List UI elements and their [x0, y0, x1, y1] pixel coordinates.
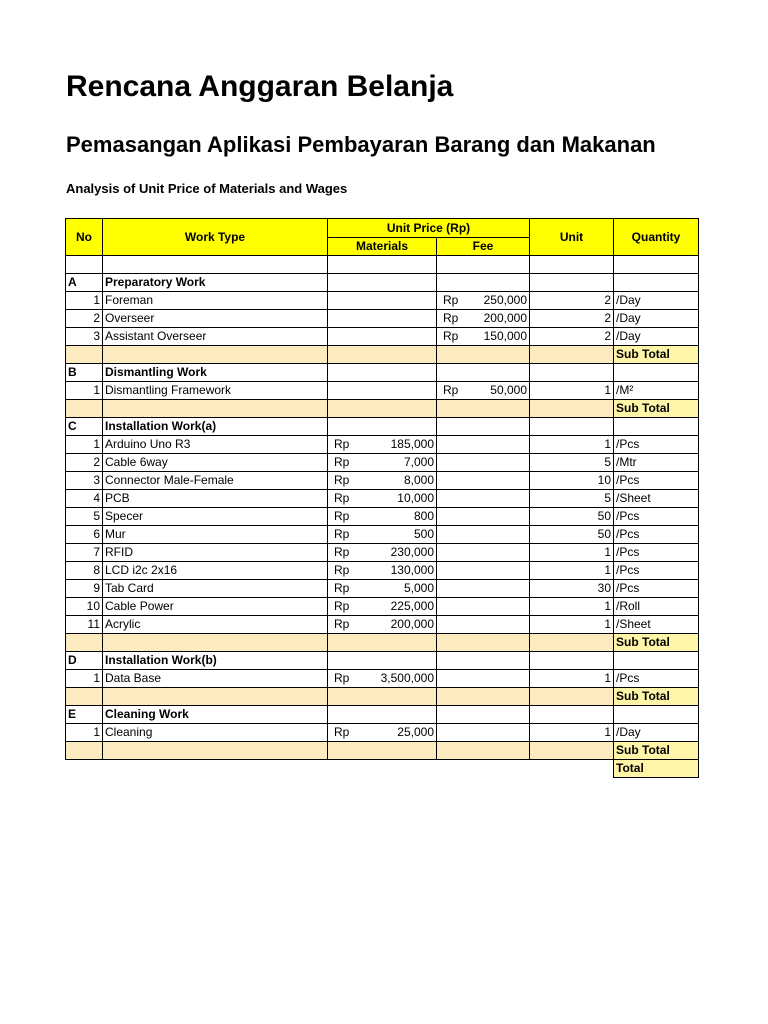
empty-cell	[328, 634, 437, 652]
subtotal-label: Sub Total	[614, 688, 699, 706]
amount-value: 230,000	[390, 545, 434, 559]
item-name: Cable Power	[103, 598, 328, 616]
table-caption: Analysis of Unit Price of Materials and Wages	[66, 181, 348, 196]
empty-cell	[103, 400, 328, 418]
currency-label: Rp	[334, 581, 350, 595]
fee-price	[437, 310, 530, 328]
fee-price	[437, 436, 530, 454]
table-row	[66, 472, 699, 490]
empty-cell	[328, 346, 437, 364]
section-name: Preparatory Work	[103, 274, 328, 292]
subtotal-row	[66, 634, 699, 652]
item-quantity: /Pcs	[614, 670, 699, 688]
item-number: 2	[66, 454, 103, 472]
item-unit: 2	[530, 292, 614, 310]
empty-cell	[328, 400, 437, 418]
item-name: Foreman	[103, 292, 328, 310]
empty-cell	[437, 652, 530, 670]
empty-cell	[530, 634, 614, 652]
table-row	[66, 526, 699, 544]
empty-cell	[66, 742, 103, 760]
currency-label: Rp	[334, 437, 350, 451]
table-row	[66, 544, 699, 562]
item-number: 9	[66, 580, 103, 598]
table-row	[66, 292, 699, 310]
table-row	[66, 616, 699, 634]
spacer-row	[66, 256, 699, 274]
currency-label: Rp	[443, 293, 459, 307]
budget-table	[65, 218, 699, 778]
currency-label: Rp	[334, 563, 350, 577]
item-name: Connector Male-Female	[103, 472, 328, 490]
empty-cell	[66, 760, 103, 778]
materials-price	[328, 454, 437, 472]
empty-cell	[530, 652, 614, 670]
empty-cell	[328, 742, 437, 760]
section-row	[66, 418, 699, 436]
materials-price	[328, 328, 437, 346]
empty-cell	[530, 706, 614, 724]
item-quantity: /Pcs	[614, 580, 699, 598]
materials-price	[328, 616, 437, 634]
amount-value: 200,000	[390, 617, 434, 631]
item-number: 8	[66, 562, 103, 580]
currency-label: Rp	[334, 491, 350, 505]
section-name: Installation Work(b)	[103, 652, 328, 670]
item-quantity: /Day	[614, 328, 699, 346]
empty-cell	[437, 418, 530, 436]
header-unit-price: Unit Price (Rp)	[328, 219, 530, 238]
amount-value: 150,000	[483, 329, 527, 343]
item-unit: 1	[530, 382, 614, 400]
item-unit: 1	[530, 436, 614, 454]
empty-cell	[530, 256, 614, 274]
item-unit: 5	[530, 490, 614, 508]
item-quantity: /Day	[614, 310, 699, 328]
fee-price	[437, 508, 530, 526]
header-fee: Fee	[437, 238, 530, 256]
item-name: Specer	[103, 508, 328, 526]
materials-price	[328, 310, 437, 328]
item-name: Cable 6way	[103, 454, 328, 472]
empty-cell	[437, 346, 530, 364]
section-name: Cleaning Work	[103, 706, 328, 724]
fee-price	[437, 454, 530, 472]
empty-cell	[66, 688, 103, 706]
empty-cell	[437, 634, 530, 652]
table-row	[66, 454, 699, 472]
table-row	[66, 562, 699, 580]
item-name: Data Base	[103, 670, 328, 688]
item-name: Cleaning	[103, 724, 328, 742]
item-unit: 1	[530, 724, 614, 742]
empty-cell	[437, 364, 530, 382]
section-row	[66, 364, 699, 382]
fee-price	[437, 382, 530, 400]
table-row	[66, 724, 699, 742]
materials-price	[328, 292, 437, 310]
materials-price	[328, 472, 437, 490]
empty-cell	[66, 400, 103, 418]
item-unit: 30	[530, 580, 614, 598]
amount-value: 250,000	[483, 293, 527, 307]
item-unit: 2	[530, 310, 614, 328]
currency-label: Rp	[334, 545, 350, 559]
empty-cell	[437, 742, 530, 760]
empty-cell	[437, 760, 530, 778]
item-number: 5	[66, 508, 103, 526]
table-row	[66, 598, 699, 616]
subtotal-row	[66, 400, 699, 418]
section-row	[66, 652, 699, 670]
item-quantity: /Pcs	[614, 508, 699, 526]
empty-cell	[614, 706, 699, 724]
empty-cell	[328, 688, 437, 706]
materials-price	[328, 724, 437, 742]
amount-value: 3,500,000	[380, 671, 434, 685]
section-code: A	[66, 274, 103, 292]
item-number: 1	[66, 436, 103, 454]
currency-label: Rp	[334, 527, 350, 541]
fee-price	[437, 490, 530, 508]
item-number: 7	[66, 544, 103, 562]
amount-value: 25,000	[397, 725, 434, 739]
item-name: Dismantling Framework	[103, 382, 328, 400]
header-materials: Materials	[328, 238, 437, 256]
empty-cell	[530, 274, 614, 292]
section-name: Dismantling Work	[103, 364, 328, 382]
currency-label: Rp	[334, 725, 350, 739]
empty-cell	[530, 364, 614, 382]
empty-cell	[103, 688, 328, 706]
empty-cell	[614, 256, 699, 274]
item-unit: 1	[530, 562, 614, 580]
item-quantity: /Pcs	[614, 526, 699, 544]
item-quantity: /Pcs	[614, 544, 699, 562]
empty-cell	[103, 256, 328, 274]
empty-cell	[614, 418, 699, 436]
item-unit: 1	[530, 670, 614, 688]
empty-cell	[530, 400, 614, 418]
table-row	[66, 436, 699, 454]
page-title: Rencana Anggaran Belanja	[66, 70, 454, 103]
table-row	[66, 580, 699, 598]
fee-price	[437, 328, 530, 346]
empty-cell	[437, 274, 530, 292]
materials-price	[328, 382, 437, 400]
materials-price	[328, 670, 437, 688]
materials-price	[328, 544, 437, 562]
item-unit: 1	[530, 544, 614, 562]
empty-cell	[530, 688, 614, 706]
table-row	[66, 508, 699, 526]
table-row	[66, 328, 699, 346]
fee-price	[437, 670, 530, 688]
empty-cell	[530, 418, 614, 436]
item-quantity: /Roll	[614, 598, 699, 616]
item-unit: 5	[530, 454, 614, 472]
empty-cell	[103, 742, 328, 760]
empty-cell	[614, 652, 699, 670]
item-unit: 2	[530, 328, 614, 346]
amount-value: 5,000	[403, 581, 434, 595]
item-number: 10	[66, 598, 103, 616]
materials-price	[328, 436, 437, 454]
item-quantity: /Sheet	[614, 490, 699, 508]
amount-value: 200,000	[483, 311, 527, 325]
empty-cell	[328, 760, 437, 778]
amount-value: 50,000	[490, 383, 527, 397]
item-quantity: /M²	[614, 382, 699, 400]
item-number: 3	[66, 472, 103, 490]
currency-label: Rp	[443, 383, 459, 397]
page-subtitle: Pemasangan Aplikasi Pembayaran Barang dan Makanan	[66, 132, 656, 157]
item-quantity: /Pcs	[614, 472, 699, 490]
item-number: 6	[66, 526, 103, 544]
item-number: 1	[66, 670, 103, 688]
currency-label: Rp	[334, 671, 350, 685]
section-row	[66, 706, 699, 724]
empty-cell	[530, 742, 614, 760]
empty-cell	[66, 634, 103, 652]
item-name: Assistant Overseer	[103, 328, 328, 346]
item-name: Acrylic	[103, 616, 328, 634]
fee-price	[437, 562, 530, 580]
amount-value: 800	[413, 509, 434, 523]
table-row	[66, 670, 699, 688]
empty-cell	[530, 346, 614, 364]
item-name: LCD i2c 2x16	[103, 562, 328, 580]
fee-price	[437, 544, 530, 562]
currency-label: Rp	[443, 311, 459, 325]
subtotal-label: Sub Total	[614, 742, 699, 760]
table-row	[66, 382, 699, 400]
subtotal-row	[66, 742, 699, 760]
empty-cell	[103, 346, 328, 364]
empty-cell	[103, 634, 328, 652]
subtotal-label: Sub Total	[614, 634, 699, 652]
item-unit: 50	[530, 508, 614, 526]
subtotal-row	[66, 346, 699, 364]
empty-cell	[328, 256, 437, 274]
amount-value: 500	[413, 527, 434, 541]
currency-label: Rp	[334, 509, 350, 523]
table-body	[66, 256, 699, 778]
amount-value: 130,000	[390, 563, 434, 577]
table-row	[66, 490, 699, 508]
item-quantity: /Day	[614, 292, 699, 310]
fee-price	[437, 472, 530, 490]
fee-price	[437, 580, 530, 598]
section-code: E	[66, 706, 103, 724]
item-number: 1	[66, 382, 103, 400]
table-header	[66, 219, 699, 256]
item-unit: 50	[530, 526, 614, 544]
table-row	[66, 310, 699, 328]
item-quantity: /Mtr	[614, 454, 699, 472]
fee-price	[437, 724, 530, 742]
header-unit: Unit	[530, 219, 614, 256]
empty-cell	[328, 418, 437, 436]
empty-cell	[103, 760, 328, 778]
item-unit: 10	[530, 472, 614, 490]
empty-cell	[437, 706, 530, 724]
materials-price	[328, 490, 437, 508]
item-quantity: /Pcs	[614, 436, 699, 454]
item-number: 4	[66, 490, 103, 508]
empty-cell	[328, 364, 437, 382]
materials-price	[328, 526, 437, 544]
empty-cell	[328, 706, 437, 724]
item-quantity: /Day	[614, 724, 699, 742]
header-no: No	[66, 219, 103, 256]
subtotal-row	[66, 688, 699, 706]
section-row	[66, 274, 699, 292]
fee-price	[437, 616, 530, 634]
empty-cell	[437, 400, 530, 418]
empty-cell	[614, 274, 699, 292]
amount-value: 225,000	[390, 599, 434, 613]
amount-value: 10,000	[397, 491, 434, 505]
item-quantity: /Pcs	[614, 562, 699, 580]
item-number: 3	[66, 328, 103, 346]
item-name: Overseer	[103, 310, 328, 328]
fee-price	[437, 292, 530, 310]
item-name: RFID	[103, 544, 328, 562]
item-number: 11	[66, 616, 103, 634]
currency-label: Rp	[334, 455, 350, 469]
currency-label: Rp	[443, 329, 459, 343]
materials-price	[328, 562, 437, 580]
subtotal-label: Sub Total	[614, 400, 699, 418]
empty-cell	[66, 256, 103, 274]
currency-label: Rp	[334, 473, 350, 487]
fee-price	[437, 526, 530, 544]
amount-value: 185,000	[390, 437, 434, 451]
empty-cell	[437, 256, 530, 274]
item-quantity: /Sheet	[614, 616, 699, 634]
amount-value: 7,000	[403, 455, 434, 469]
empty-cell	[614, 364, 699, 382]
section-code: B	[66, 364, 103, 382]
empty-cell	[437, 688, 530, 706]
fee-price	[437, 598, 530, 616]
section-code: C	[66, 418, 103, 436]
currency-label: Rp	[334, 617, 350, 631]
total-label: Total	[614, 760, 699, 778]
empty-cell	[328, 274, 437, 292]
item-name: Tab Card	[103, 580, 328, 598]
empty-cell	[328, 652, 437, 670]
total-row	[66, 760, 699, 778]
item-number: 1	[66, 724, 103, 742]
item-number: 2	[66, 310, 103, 328]
materials-price	[328, 580, 437, 598]
header-quantity: Quantity	[614, 219, 699, 256]
header-work-type: Work Type	[103, 219, 328, 256]
empty-cell	[66, 346, 103, 364]
item-name: Arduino Uno R3	[103, 436, 328, 454]
item-name: Mur	[103, 526, 328, 544]
materials-price	[328, 508, 437, 526]
item-number: 1	[66, 292, 103, 310]
item-unit: 1	[530, 598, 614, 616]
amount-value: 8,000	[403, 473, 434, 487]
section-code: D	[66, 652, 103, 670]
section-name: Installation Work(a)	[103, 418, 328, 436]
currency-label: Rp	[334, 599, 350, 613]
item-unit: 1	[530, 616, 614, 634]
empty-cell	[530, 760, 614, 778]
subtotal-label: Sub Total	[614, 346, 699, 364]
item-name: PCB	[103, 490, 328, 508]
materials-price	[328, 598, 437, 616]
